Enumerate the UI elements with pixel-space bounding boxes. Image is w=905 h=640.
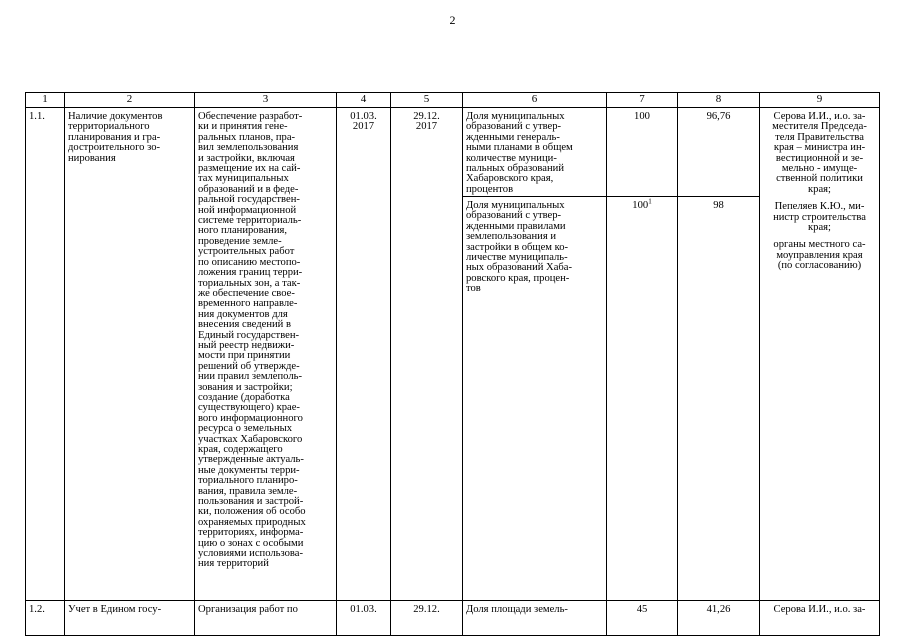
row-start-date: 01.03. <box>337 601 391 636</box>
indicator-name: Доля площади земель- <box>463 601 607 636</box>
indicator-target <box>607 197 678 601</box>
row-number: 1.1. <box>26 108 65 601</box>
responsible-item: Серова И.И., и.о. за- местителя Председа- теля Правительства края – министра ин- вестиционной и зе- мельно - имуще- ственной политики края; <box>772 111 867 195</box>
indicator-value: 96,76 <box>678 108 760 197</box>
indicator-value: 98 <box>678 197 760 601</box>
target-value: 100 <box>632 200 649 211</box>
row-responsible: Серова И.И., и.о. за- <box>760 601 880 636</box>
target-footnote: 1 <box>648 197 652 206</box>
target-value: 100 <box>634 111 650 122</box>
row-measures: Организация работ по <box>195 601 337 636</box>
table-row <box>26 601 880 636</box>
header-cell: 6 <box>463 93 607 108</box>
row-start-date: 01.03. 2017 <box>337 108 391 601</box>
header-cell: 3 <box>195 93 337 108</box>
responsible-item: Пепеляев К.Ю., ми- нистр строительства края; <box>773 201 866 234</box>
program-table <box>25 92 880 636</box>
row-name: Наличие документов территориального планирования и гра- достроительного зо- нирования <box>65 108 195 601</box>
indicator-target: 45 <box>607 601 678 636</box>
indicator-name: Доля муниципальных образований с утвер- жденными правилами землепользования и застройки в общем ко- личестве муниципаль- ных образований Хаба- ровского края, процен- тов <box>463 197 607 601</box>
header-cell: 5 <box>391 93 463 108</box>
header-row <box>26 93 880 108</box>
row-end-date: 29.12. 2017 <box>391 108 463 601</box>
header-cell: 1 <box>26 93 65 108</box>
header-cell: 7 <box>607 93 678 108</box>
indicator-value: 41,26 <box>678 601 760 636</box>
row-measures: Обеспечение разработ- ки и принятия гене- ральных планов, пра- вил землепользования и застройки, включая размещение их на сай- тах муниципальных образований и в феде- ральной государствен- ной информационной системе территориаль- ного планирования, проведение земле- устроительных работ по описанию местопо- ложения границ терри- ториальных зон, а так- же обеспечение свое- временного направле- ния документов для внесения сведений в Единый государствен- ный реестр недвижи- мости при принятии решений об утвержде- нии правил землеполь- зования и застройки; создание (доработка существующего) крае- вого информационного ресурса о земельных участках Хабаровского края, содержащего утвержденные актуаль- ные документы терри- ториального планиро- вания, правила земле- пользования и застрой- ки, положения об особо охраняемых природных территориях, информа- цию о зонах с особыми условиями использова- ния территорий <box>195 108 337 601</box>
page-number: 2 <box>449 13 456 27</box>
responsible-item: органы местного са- моуправления края (по согласованию) <box>773 239 866 272</box>
row-responsible <box>760 108 880 601</box>
header-cell: 9 <box>760 93 880 108</box>
table-row <box>26 108 880 197</box>
row-number: 1.2. <box>26 601 65 636</box>
header-cell: 4 <box>337 93 391 108</box>
header-cell: 8 <box>678 93 760 108</box>
row-end-date: 29.12. <box>391 601 463 636</box>
indicator-name: Доля муниципальных образований с утвер- жденными генераль- ными планами в общем количестве муници- пальных образований Хабаровского края, процентов <box>463 108 607 197</box>
header-cell: 2 <box>65 93 195 108</box>
indicator-target <box>607 108 678 197</box>
row-name: Учет в Едином госу- <box>65 601 195 636</box>
